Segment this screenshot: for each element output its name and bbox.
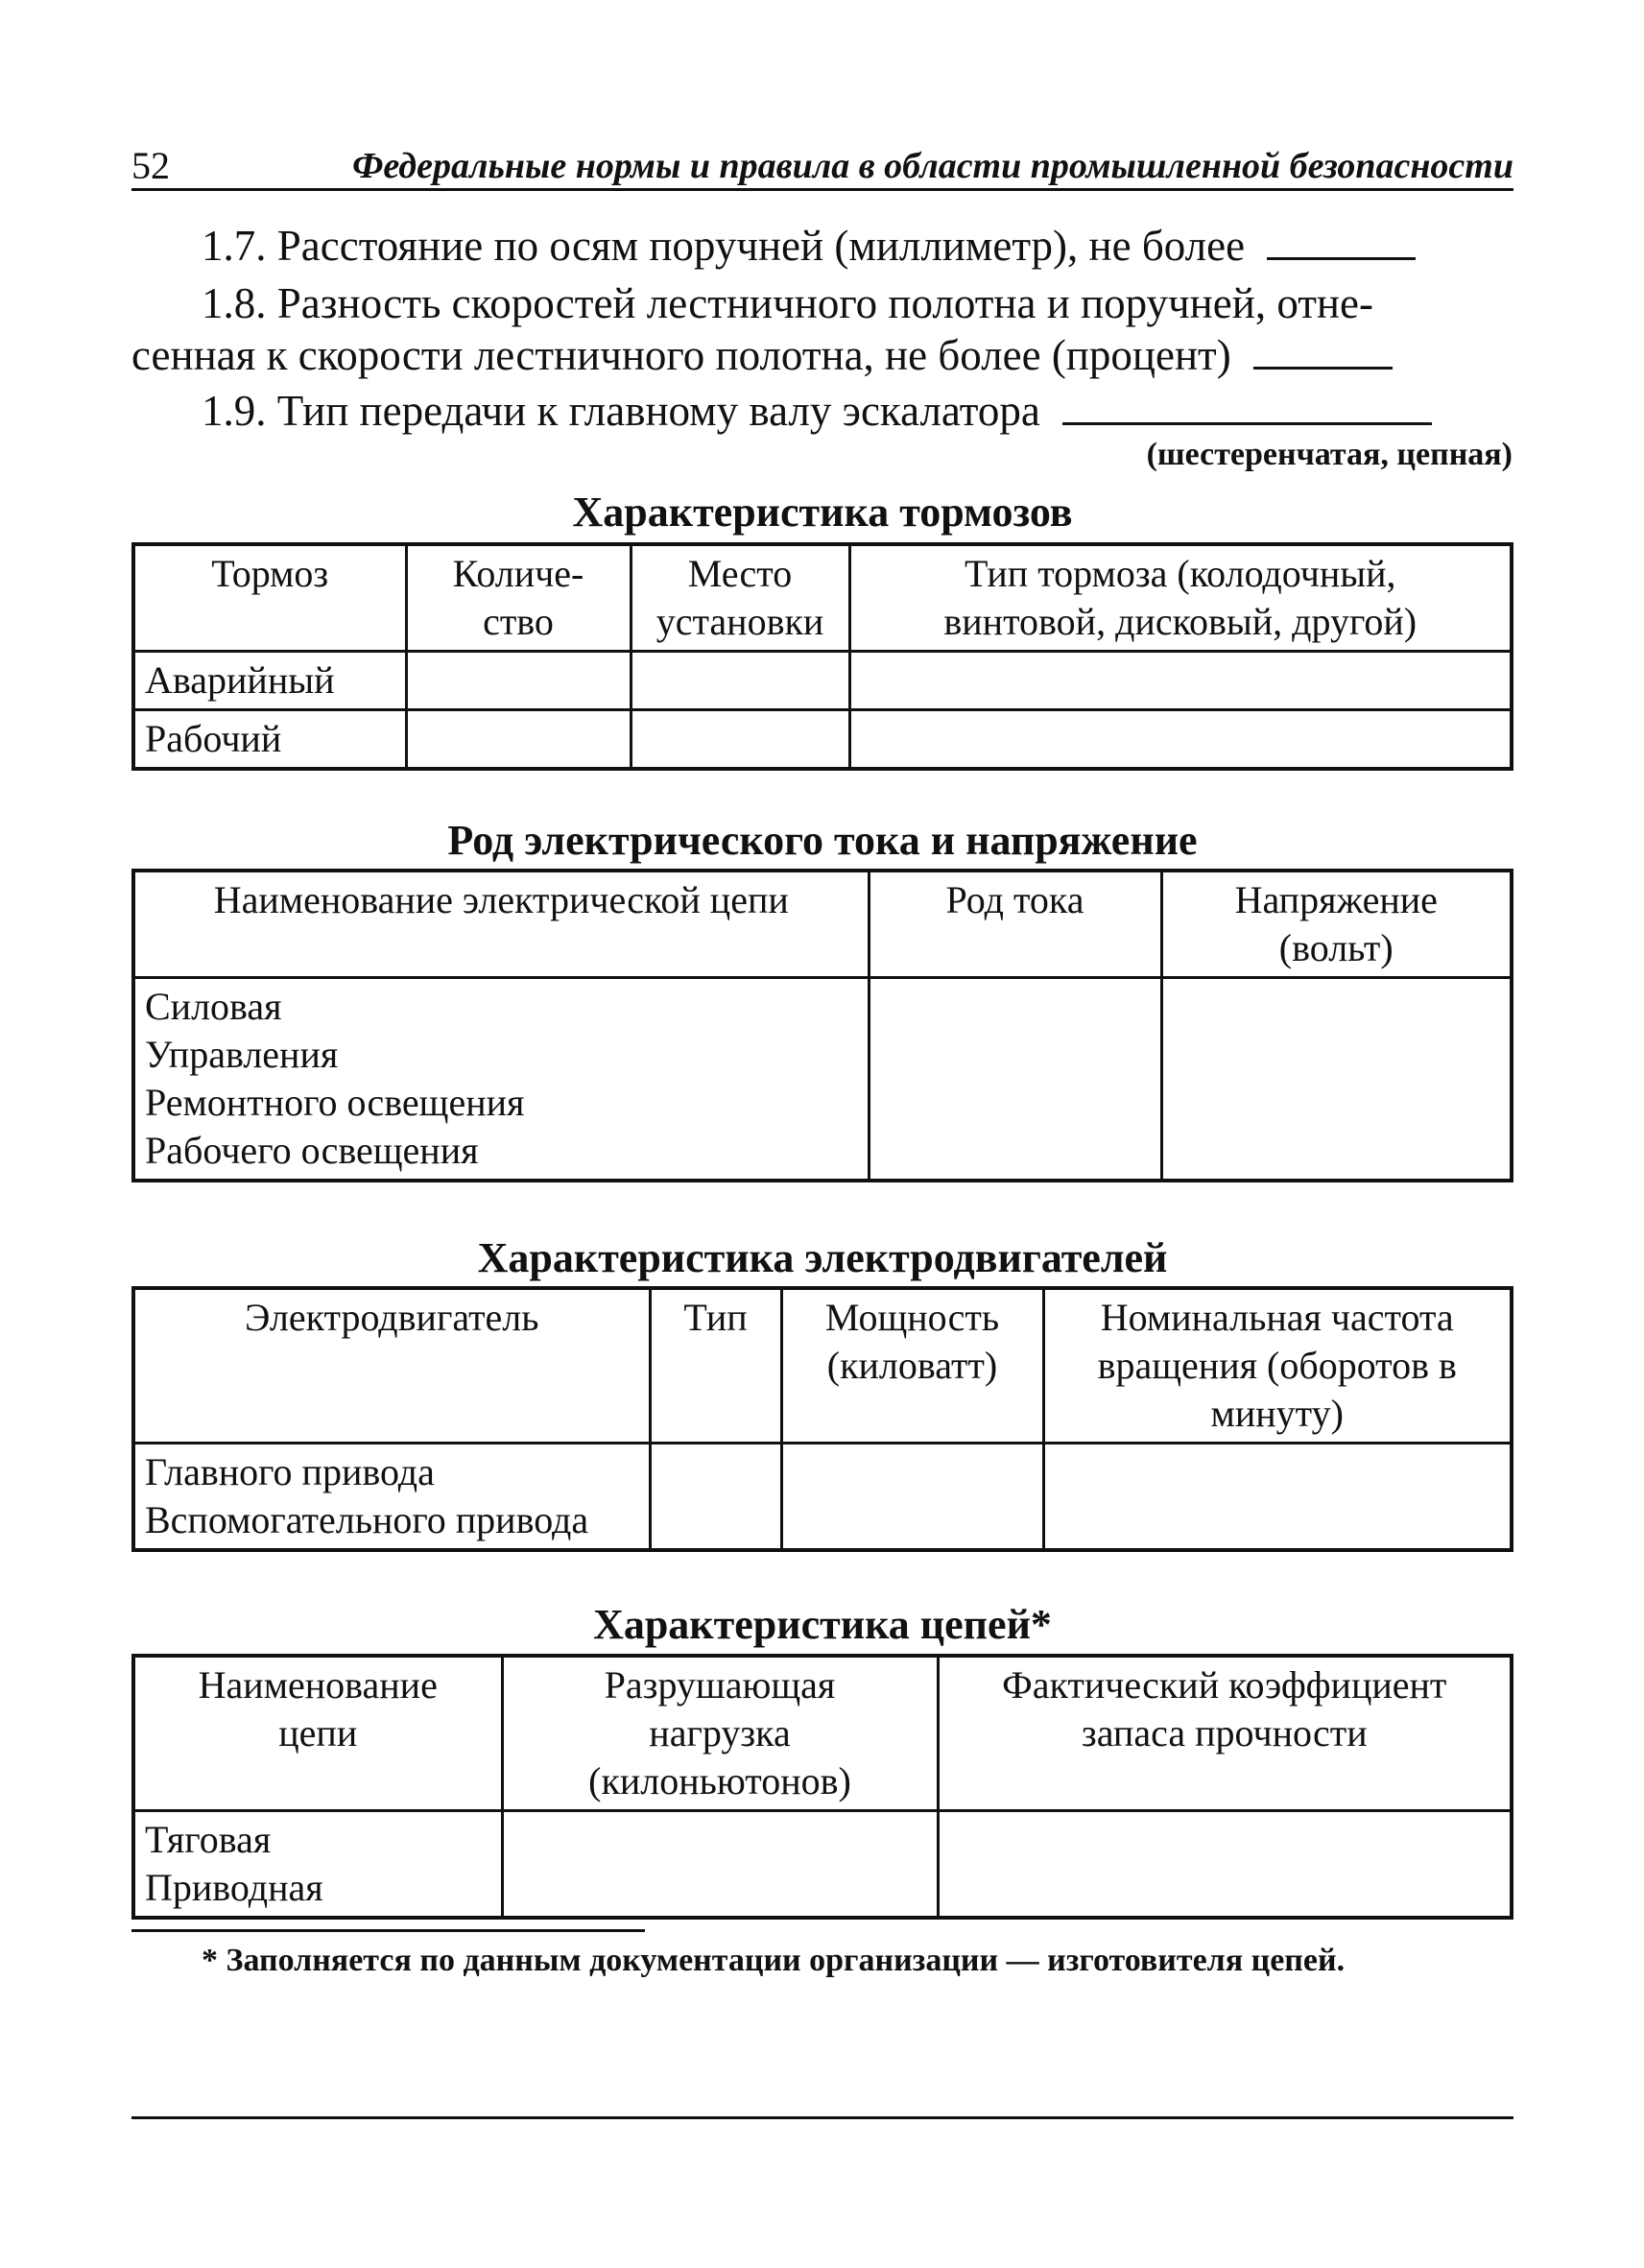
fill-blank[interactable] [1062,384,1432,425]
table-row [133,978,1512,1182]
page-number: 52 [131,144,170,187]
col-header: Количе- ство [406,544,631,652]
row-label: Вспомогательного привода [145,1498,589,1541]
item-1-9-text: 1.9. Тип передачи к главному валу эскалатора [202,387,1040,435]
col-header: Тип [650,1288,781,1444]
chains-title: Характеристика цепей* [593,1601,1052,1648]
brakes-title: Характеристика тормозов [572,489,1073,536]
table-header-row [133,871,1512,978]
row-labels [133,978,869,1182]
row-label: Приводная [145,1866,323,1909]
col-header: Наименование электрической цепи [133,871,869,978]
col-header: Тип тормоза (колодочный, винтовой, дисковый, другой) [849,544,1512,652]
col-header: Разрушающая нагрузка (килоньютонов) [502,1656,938,1811]
empty-cell[interactable] [1161,978,1512,1182]
item-1-9-hint: (шестеренчатая, цепная) [1146,437,1513,472]
empty-cell[interactable] [631,652,849,710]
empty-cell[interactable] [938,1811,1512,1919]
motors-table [131,1286,1513,1552]
row-label: Аварийный [133,652,406,710]
running-header [131,144,1513,191]
row-label: Тяговая [145,1818,272,1861]
empty-cell[interactable] [781,1444,1043,1551]
empty-cell[interactable] [502,1811,938,1919]
col-header: Наименование цепи [133,1656,502,1811]
empty-cell[interactable] [406,710,631,770]
col-header: Тормоз [133,544,406,652]
item-1-7-text: 1.7. Расстояние по осям поручней (миллиметр), не более [202,222,1246,270]
chains-table [131,1654,1513,1920]
row-label: Силовая [145,985,282,1028]
col-header: Номинальная частота вращения (оборотов в минуту) [1043,1288,1512,1444]
empty-cell[interactable] [869,978,1161,1182]
empty-cell[interactable] [406,652,631,710]
row-labels [133,1811,502,1919]
fill-blank[interactable] [1267,219,1416,260]
col-header: Фактический коэффициент запаса прочности [938,1656,1512,1811]
empty-cell[interactable] [650,1444,781,1551]
col-header: Род тока [869,871,1161,978]
table-row [133,710,1512,770]
item-1-9 [202,384,1432,438]
col-header: Напряжение (вольт) [1161,871,1512,978]
row-label: Управления [145,1033,339,1076]
row-label: Рабочий [133,710,406,770]
footnote: * Заполняется по данным документации организации — изготовителя цепей. [202,1943,1346,1978]
motors-title: Характеристика электродвигателей [477,1234,1168,1281]
current-title: Род электрического тока и напряжение [447,817,1198,864]
row-labels [133,1444,650,1551]
col-header: Мощность (киловатт) [781,1288,1043,1444]
row-label: Рабочего освещения [145,1129,479,1172]
bottom-rule [131,2116,1513,2119]
fill-blank[interactable] [1253,328,1393,370]
table-header-row [133,1288,1512,1444]
table-header-row [133,544,1512,652]
item-1-8-text: сенная к скорости лестничного полотна, не более (процент) [131,331,1231,379]
current-table [131,869,1513,1182]
table-row [133,1811,1512,1919]
table-row [133,652,1512,710]
table-header-row [133,1656,1512,1811]
running-title: Федеральные нормы и правила в области промышленной безопасности [352,146,1513,186]
item-1-7 [202,219,1416,273]
empty-cell[interactable] [849,710,1512,770]
col-header: Место установки [631,544,849,652]
item-1-8-line2 [131,328,1393,382]
col-header: Электродвигатель [133,1288,650,1444]
empty-cell[interactable] [849,652,1512,710]
footnote-rule [131,1929,645,1932]
table-row [133,1444,1512,1551]
row-label: Ремонтного освещения [145,1081,525,1124]
row-label: Главного привода [145,1450,435,1493]
empty-cell[interactable] [1043,1444,1512,1551]
brakes-table [131,542,1513,771]
empty-cell[interactable] [631,710,849,770]
item-1-8-line1: 1.8. Разность скоростей лестничного полотна и поручней, отне- [202,279,1373,327]
